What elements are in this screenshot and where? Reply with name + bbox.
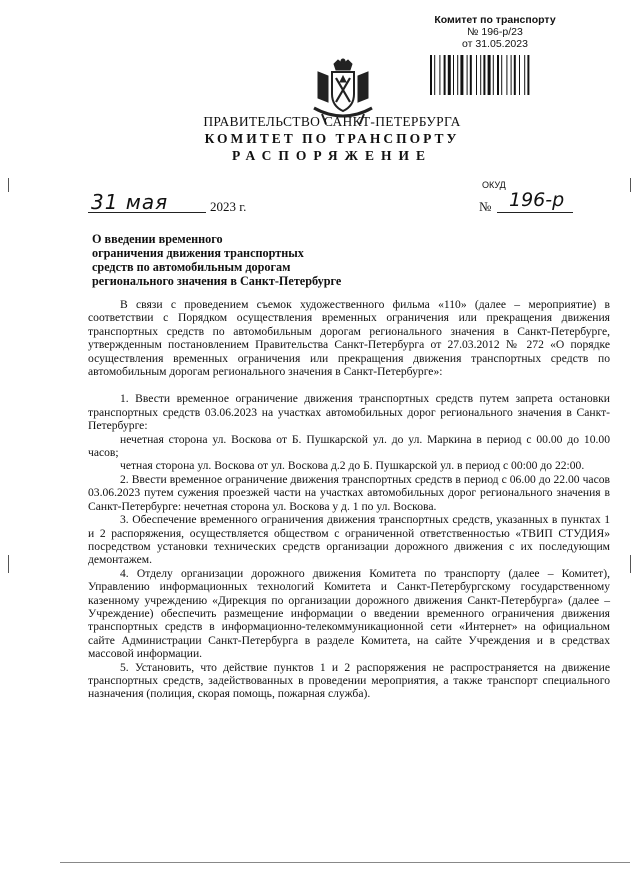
paragraph-1b: четная сторона ул. Воскова от ул. Воскова д.2 до Б. Пушкарской ул. в период с 00:00 до 22:00. [120,459,585,473]
stamp-number: № 196-р/23 [467,26,523,38]
barcode-bar [430,55,432,95]
barcode-bar [527,55,529,95]
barcode-bar [493,55,494,95]
intro-paragraph: В связи с проведением съемок художественного фильма «110» (далее – мероприятие) в соответствии с Порядком осуществления временных ограничения или прекращения движения транспортных средств по автомобильным дорогам регионального значения в Санкт-Петербурге, утвержденным постановлением Правительства Санкт-Петербурга от 27.03.2012 № 272 «О порядке осуществления временных ограничения или прекращения движения транспортных средств по автомобильным дорогам регионального значения в Санкт-Петербурге»: [88,298,610,379]
committee-name: КОМИТЕТ ПО ТРАНСПОРТУ [204,131,460,146]
barcode-bar [470,55,472,95]
handwritten-date: 31 мая [91,190,169,214]
barcode-bar [501,55,502,95]
paragraph-4: 4. Отделу организации дорожного движения Комитета по транспорту (далее – Комитет), Управлению информационных технологий Комитета и Санкт-Петербургскому государственному казенному учреждению «Дирекция по организации дорожного движения Санкт-Петербурга» (далее – Учреждение) обеспечить размещение информации о введении временного ограничения движения транспортных средств в информационно-телекоммуникационной сети «Интернет» на официальном сайте Администрации Санкт-Петербурга в разделе Комитета, на сайте Учреждения и в средствах массовой информации. [88,566,610,661]
barcode-bar [483,55,485,95]
barcode-bar [476,55,477,95]
barcode-bar [444,55,446,95]
stamp-title: Комитет по транспорту [434,14,556,26]
subject-line: средств по автомобильным дорогам [92,260,291,274]
barcode-bar [519,55,520,95]
scan-margin-mark [8,555,9,573]
barcode-icon [428,55,568,95]
subject-line: регионального значения в Санкт-Петербурге [92,274,342,288]
barcode-bar [524,55,525,95]
number-sign: № [479,199,492,214]
barcode-bar [453,55,454,95]
document-body [88,298,610,701]
handwritten-number: 196-р [509,189,565,211]
scan-margin-mark [630,178,631,192]
scan-margin-mark [8,178,9,192]
document-date [88,190,298,218]
barcode-bar [511,55,512,95]
barcode-bar [434,55,435,95]
barcode-bar [506,55,507,95]
paragraph-2: 2. Ввести временное ограничение движения транспортных средств в период с 06.00 до 22.00 часов 03.06.2023 путем сужения проезжей части на участках автомобильных дорог регионального значения в Санкт-Петербурге: нечетная сторона ул. Воскова у д. 1 по ул. Воскова. [88,472,610,513]
subject-line: О введении временного [92,232,223,246]
barcode-bar [439,55,440,95]
barcode-bar [480,55,481,95]
barcode-bar [514,55,516,95]
paragraph-5: 5. Установить, что действие пунктов 1 и 2 распоряжения не распространяется на движение транспортных средств, задействованных в проведении мероприятия, а также транспорт специального назначения (полиция, скорая помощь, пожарная служба). [88,660,610,701]
barcode-bar [497,55,499,95]
barcode-bar [457,55,458,95]
barcode-bar [448,55,451,95]
barcode-bar [460,55,463,95]
scan-margin-mark [630,555,631,573]
number-underline [497,212,573,213]
barcode-bar [488,55,491,95]
document-type: РАСПОРЯЖЕНИЕ [231,148,433,163]
government-name: ПРАВИТЕЛЬСТВО САНКТ-ПЕТЕРБУРГА [203,114,461,129]
scan-edge-line [60,862,630,863]
paragraph-1: 1. Ввести временное ограничение движения транспортных средств путем запрета остановки транспортных средств 03.06.2023 на участках автомобильных дорог регионального значения в Санкт-Петербурге: [88,392,610,433]
document-subject [92,232,422,288]
paragraph-3: 3. Обеспечение временного ограничения движения транспортных средств, указанных в пунктах 1 и 2 распоряжения, осуществляется обществом с ограниченной ответственностью «ТВИП СТУДИЯ» посредством установки технических средств организации дорожного движения с их последующим демонтажем. [88,513,610,567]
okud-label: ОКУД [482,180,506,190]
subject-line: ограничения движения транспортных [92,246,304,260]
stamp-date: от 31.05.2023 [462,38,528,50]
date-year: 2023 г. [210,199,247,214]
date-underline [178,212,206,213]
barcode-bar [467,55,468,95]
document-number [475,190,595,218]
paragraph-1a: нечетная сторона ул. Воскова от Б. Пушкарской ул. до ул. Маркина в период с 00.00 до 10.00 часов; [88,432,610,460]
registration-stamp [425,14,565,50]
